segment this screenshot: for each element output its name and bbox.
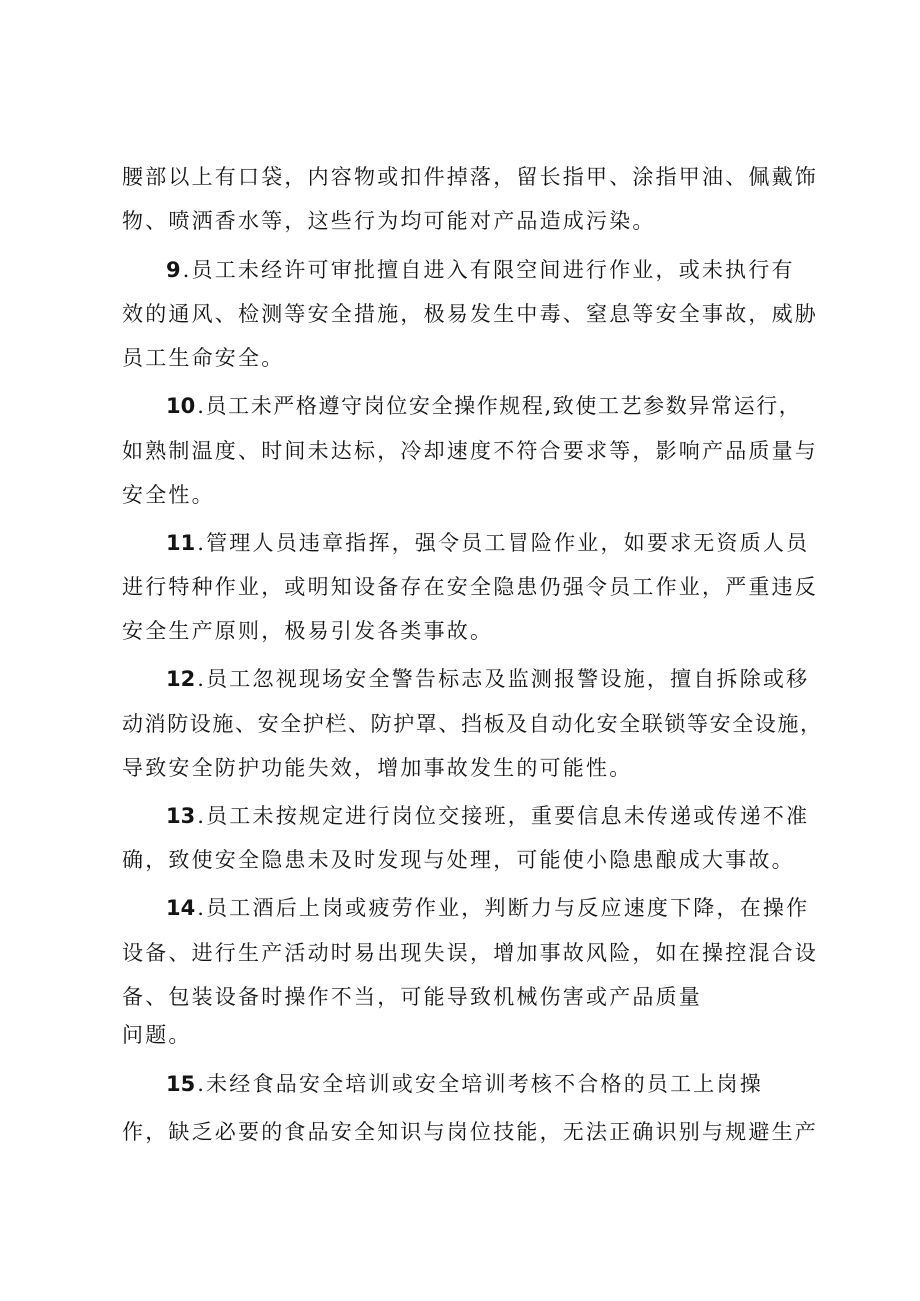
paragraph-line: 效的通风、检测等安全措施，极易发生中毒、窒息等安全事故，威胁 [122,302,818,326]
paragraph-line: 员工生命安全。 [122,346,285,370]
paragraph-line: 腰部以上有口袋，内容物或扣件掉落，留长指甲、涂指甲油、佩戴饰 [122,165,818,189]
item-number: 9 [166,258,181,282]
paragraph-line: 动消防设施、安全护栏、防护罩、挡板及自动化安全联锁等安全设施， [122,712,823,736]
paragraph-line: 如熟制温度、时间未达标，冷却速度不符合要求等，影响产品质量与 [122,439,818,463]
item-number: 15 [166,1072,196,1096]
paragraph-line: 10.员工未严格遵守岗位安全操作规程,致使工艺参数异常运行， [166,394,802,418]
paragraph-line: 作，缺乏必要的食品安全知识与岗位技能，无法正确识别与规避生产 [122,1120,818,1144]
paragraph-line: 12.员工忽视现场安全警告标志及监测报警设施，擅自拆除或移 [166,667,810,691]
item-number: 11 [166,531,196,555]
paragraph-line: 确，致使安全隐患未及时发现与处理，可能使小隐患酿成大事故。 [122,848,795,872]
paragraph-line: 问题。 [122,1023,192,1047]
item-number: 14 [166,896,196,920]
item-number: 13 [166,804,196,828]
paragraph-line: 设备、进行生产活动时易出现失误，增加事故风险，如在操控混合设 [122,941,818,965]
paragraph-line: 15.未经食品安全培训或安全培训考核不合格的员工上岗操 [166,1072,763,1096]
paragraph-line: 14.员工酒后上岗或疲劳作业，判断力与反应速度下降，在操作 [166,896,810,920]
paragraph-line: 物、喷洒香水等，这些行为均可能对产品造成污染。 [122,209,656,233]
paragraph-line: 进行特种作业，或明知设备存在安全隐患仍强令员工作业，严重违反 [122,575,818,599]
paragraph-line: 备、包装设备时操作不当，可能导致机械伤害或产品质量 [122,985,702,1009]
item-number: 10 [166,394,196,418]
paragraph-line: 安全性。 [122,483,215,507]
paragraph-line: 11.管理人员违章指挥，强令员工冒险作业，如要求无资质人员 [166,531,810,555]
paragraph-line: 9.员工未经许可审批擅自进入有限空间进行作业，或未执行有 [166,258,795,282]
paragraph-line: 13.员工未按规定进行岗位交接班，重要信息未传递或传递不准 [166,804,810,828]
paragraph-line: 导致安全防护功能失效，增加事故发生的可能性。 [122,756,633,780]
paragraph-line: 安全生产原则，极易引发各类事故。 [122,619,494,643]
item-number: 12 [166,667,196,691]
